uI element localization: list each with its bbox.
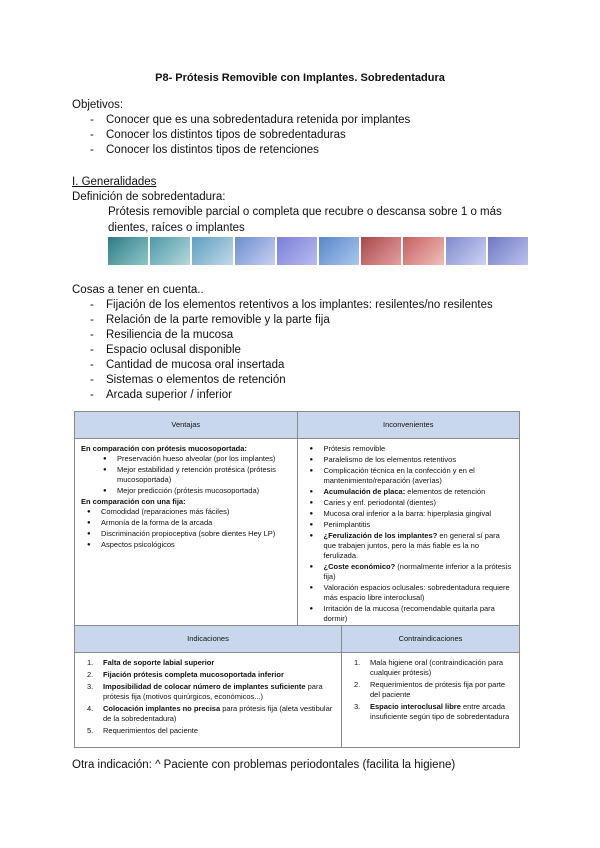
list-item: 4. Colocación implantes no precisa para prótesis fija (aleta vestibular de la sobredentadura) [87, 704, 333, 723]
dental-image [192, 237, 232, 265]
advantages-cell [75, 439, 298, 631]
dental-image-strip [108, 237, 528, 265]
list-item: ● Caries y enf. periodontal (dientes) [304, 498, 514, 508]
list-item: 1. Mala higiene oral (contraindicación para cualquier prótesis) [354, 658, 503, 677]
list-item: ● Periimplantitis [304, 520, 514, 530]
considerations-list [72, 298, 493, 403]
list-item: ● Mejor estabilidad y retención protésica (prótesis mucosoportada) [81, 465, 291, 485]
dental-image [488, 237, 528, 265]
disadvantages-list [304, 444, 514, 624]
list-item: ● Irritación de la mucosa (recomendable quitarla para dormir) [304, 604, 514, 624]
list-item: - Conocer los distintos tipos de retenciones [72, 143, 410, 158]
advantages-intro: En comparación con una fija: [81, 497, 186, 506]
advantages-table [74, 411, 520, 631]
list-item: 1. Falta de soporte labial superior [87, 658, 215, 667]
list-item: 2. Fijación prótesis completa mucosoportada inferior [87, 670, 284, 679]
disadvantages-cell [297, 439, 520, 631]
objectives-heading: Objetivos: [72, 99, 124, 111]
list-item: 3. Imposibilidad de colocar número de implantes suficiente para prótesis fija (motivos quirúrgicos, económicos...) [87, 682, 323, 701]
table-header: Contraindicaciones [342, 626, 520, 653]
objectives-section [72, 98, 410, 158]
list-item: - Cantidad de mucosa oral insertada [72, 358, 493, 373]
dental-image [319, 237, 359, 265]
dental-image [403, 237, 443, 265]
list-item: ● Comodidad (reparaciones más fáciles) [81, 507, 291, 517]
considerations-section [72, 283, 493, 403]
objectives-list [72, 113, 410, 158]
indications-list [81, 658, 335, 736]
list-item: ● Preservación hueso alveolar (por los implantes) [81, 454, 291, 464]
dental-image [108, 237, 148, 265]
dental-image [446, 237, 486, 265]
list-item: - Sistemas o elementos de retención [72, 373, 493, 388]
advantages-list [81, 454, 291, 496]
list-item: ● Prótesis removible [304, 444, 514, 454]
list-item: - Espacio oclusal disponible [72, 343, 493, 358]
list-item: ● ¿Coste económico? (normalmente inferior a la prótesis fija) [304, 562, 514, 582]
list-item: 3. Espacio interoclusal libre entre arcada insuficiente según tipo de sobredentadura [354, 702, 510, 721]
section-heading: I. Generalidades [72, 176, 157, 188]
definition-text [108, 204, 528, 236]
definition-label: Definición de sobredentadura: [72, 191, 226, 203]
advantages-list [81, 507, 291, 550]
list-item: - Fijación de los elementos retentivos a los implantes: resilentes/no resilentes [72, 298, 493, 313]
list-item: ● Complicación técnica en la confección y en el mantenimiento/reparación (averías) [304, 466, 514, 486]
dental-image [361, 237, 401, 265]
table-header: Inconvenientes [297, 412, 520, 439]
list-item: 5. Requerimientos del paciente [87, 726, 199, 735]
list-item: - Arcada superior / inferior [72, 388, 493, 403]
definition-line: Prótesis removible parcial o completa que recubre o descansa sobre 1 o más [108, 206, 502, 218]
list-item: 2. Requerimientos de prótesis fija por parte del paciente [354, 680, 506, 699]
definition-line: dientes, raíces o implantes [108, 222, 245, 234]
other-indication: Otra indicación: ^ Paciente con problemas periodontales (facilita la higiene) [72, 759, 456, 771]
indications-cell [75, 653, 342, 748]
list-item: ● ¿Ferulización de los implantes? en general sí para que trabajen juntos, pero la más fiable es la no ferulizada. [304, 531, 514, 561]
list-item: ● Mejor predicción (prótesis mucosoportada) [81, 486, 291, 496]
list-item: ● Valoración espacios oclusales: sobredentadura requiere más espacio libre interoclusal) [304, 583, 514, 603]
contraindications-cell [342, 653, 520, 748]
considerations-heading: Cosas a tener en cuenta.. [72, 284, 204, 296]
list-item: ● Discriminación propioceptiva (sobre dientes Hey LP) [81, 529, 291, 539]
advantages-intro: En comparación con prótesis mucosoportada: [81, 444, 247, 453]
list-item: ● Aspectos psicológicos [81, 540, 291, 550]
table-header: Indicaciones [75, 626, 342, 653]
list-item: ● Acumulación de placa: elementos de retención [304, 487, 514, 497]
dental-image [235, 237, 275, 265]
list-item: - Conocer que es una sobredentadura retenida por implantes [72, 113, 410, 128]
page-title: P8- Prótesis Removible con Implantes. Sobredentadura [155, 72, 445, 84]
list-item: - Conocer los distintos tipos de sobredentaduras [72, 128, 410, 143]
indications-table [74, 625, 520, 748]
list-item: ● Mucosa oral inferior a la barra: hiperplasia gingival [304, 509, 514, 519]
dental-image [277, 237, 317, 265]
list-item: - Relación de la parte removible y la parte fija [72, 313, 493, 328]
contraindications-list [348, 658, 513, 722]
table-header: Ventajas [75, 412, 298, 439]
list-item: ● Armonía de la forma de la arcada [81, 518, 291, 528]
list-item: ● Paralelismo de los elementos retentivos [304, 455, 514, 465]
generalities-section [72, 175, 225, 205]
list-item: - Resiliencia de la mucosa [72, 328, 493, 343]
dental-image [150, 237, 190, 265]
